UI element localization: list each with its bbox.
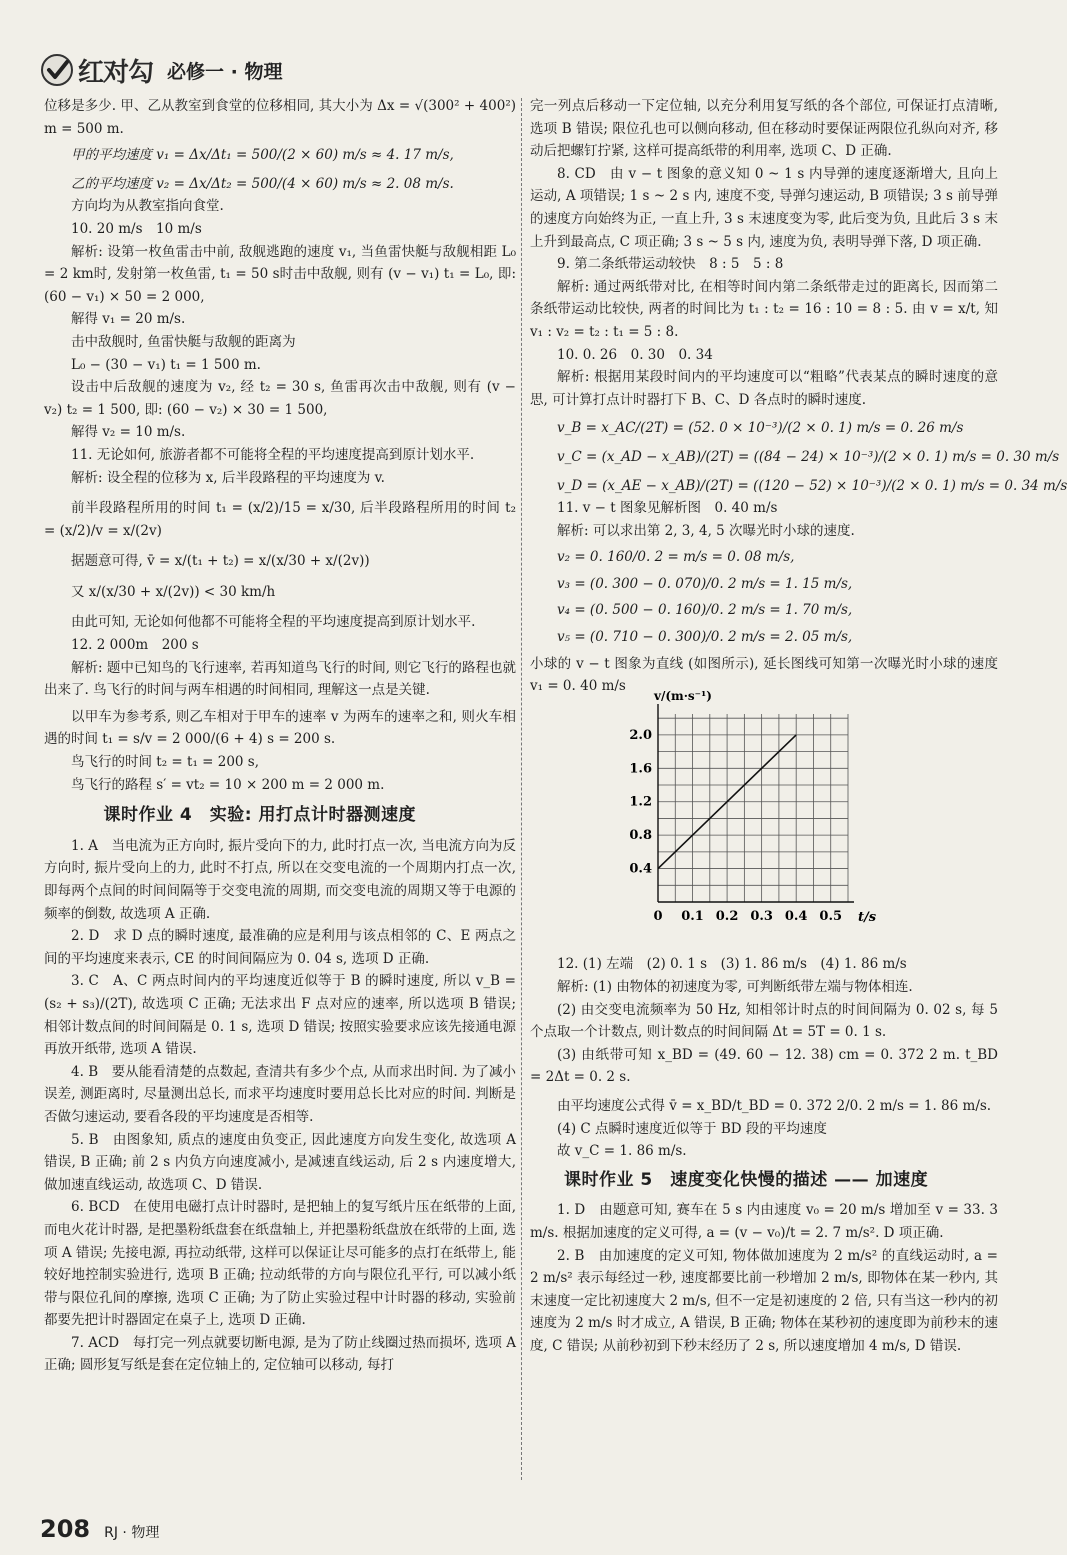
analysis-paragraph: (2) 由交变电流频率为 50 Hz, 知相邻计时点的时间间隔为 0. 02 s, 每 5 个点取一个计数点, 则计数点的时间间隔 Δt = 5T = 0. 1 s.	[530, 1001, 998, 1041]
formula-paragraph: 前半段路程所用的时间 t₁ = (x/2)/15 = x/30, 后半段路程所用的时间 t₂ = (x/2)/v = x/(2v)	[44, 500, 516, 539]
formula-line: 由平均速度公式得 v̄ = x_BD/t_BD = 0. 372 2/0. 2 m/s = 1. 86 m/s.	[557, 1098, 992, 1114]
formula-line: 乙的平均速度 v₂ = Δx/Δt₂ = 500/(4 × 60) m/s ≈ 2. 08 m/s.	[71, 175, 454, 192]
text-line: 由此可知, 无论如何他都不可能将全程的平均速度提高到原计划水平.	[71, 614, 476, 631]
logo	[40, 52, 153, 89]
answer-line: 9. 第二条纸带运动较快 8 : 5 5 : 8	[557, 256, 784, 273]
formula-line: v₅ = (0. 710 − 0. 300)/0. 2 m/s = 2. 05 m/s,	[557, 629, 853, 646]
text-line: 解得 v₂ = 10 m/s.	[71, 424, 186, 441]
page-number: 208	[40, 1515, 91, 1543]
answer-line: 10. 0. 26 0. 30 0. 34	[557, 346, 713, 363]
answer-paragraph: 3. C A、C 两点时间内的平均速度近似等于 B 的瞬时速度, 所以 v_B = (s₂ + s₃)/(2T), 故选项 C 正确; 无法求出 F 点对应的速率, 所以选项 B 错误; 相邻计数点间的时间间隔是 0. 1 s, 选项 D 错误; 按照实验要求应该先接通电源再放开纸带, 选项 A 错误.	[44, 973, 516, 1058]
x-tick-label: 0	[653, 908, 663, 924]
analysis-paragraph: 解析: (1) 由物体的初速度为零, 可判断纸带左端与物体相连.	[557, 979, 913, 996]
answer-paragraph: 2. B 由加速度的定义可知, 物体做加速度为 2 m/s² 的直线运动时, a = 2 m/s² 表示每经过一秒, 速度都要比前一秒增加 2 m/s, 即物体在某一秒内, 其末速度一定比初速度大 2 m/s, 但不一定是初速度的 2 倍, 只有当这一秒内的初速度为 2 m/s 时才成立, A 错误, B 正确; 物体在某秒初的速度即为前秒末的速度, C 错误; 从前秒初到下秒末经历了 2 s, 所以速度增加 4 m/s, D 错误.	[530, 1247, 998, 1354]
y-tick-label: 1.2	[629, 794, 652, 810]
formula-line: 据题意可得, v̄ = x/(t₁ + t₂) = x/(x/30 + x/(2v))	[71, 553, 370, 570]
answer-line: 12. 2 000m 200 s	[71, 637, 199, 654]
analysis-paragraph: 解析: 根据用某段时间内的平均速度可以“粗略”代表某点的瞬时速度的意思, 可计算打点计时器打下 B、C、D 各点时的瞬时速度.	[530, 369, 998, 408]
left-column	[44, 95, 516, 1377]
x-tick-label: 0.4	[784, 908, 808, 924]
answer-line: 10. 20 m/s 10 m/s	[71, 220, 202, 237]
y-tick-label: 2.0	[629, 727, 652, 743]
column-divider	[521, 98, 522, 1480]
page-header	[40, 50, 282, 90]
text-line: 鸟飞行的时间 t₂ = t₁ = 200 s,	[71, 754, 260, 771]
text-line: 击中敌舰时, 鱼雷快艇与敌舰的距离为	[71, 333, 296, 350]
answer-paragraph: 1. D 由题意可知, 赛车在 5 s 内由速度 v₀ = 20 m/s 增加至 v = 33. 3 m/s. 根据加速度的定义可得, a = (v − v₀)/t = 2. 7 m/s². D 项正确.	[530, 1202, 998, 1241]
answer-paragraph: 4. B 要从能看清楚的点数起, 查清共有多少个点, 从而求出时间. 为了减小误差, 测距离时, 尽量测出总长, 而求平均速度时要用总长比对应的时间. 判断是否做匀速运动, 要看各段的平均速度是否相等.	[44, 1063, 516, 1125]
x-tick-label: 0.2	[715, 908, 739, 924]
text-paragraph: 完一列点后移动一下定位轴, 以充分利用复写纸的各个部位, 可保证打点清晰, 选项 B 错误; 限位孔也可以侧向移动, 但在移动时要保证两限位孔纵向对齐, 移动后把螺钉拧紧, 这样可提高纸带的利用率, 选项 C、D 正确.	[530, 98, 998, 160]
answer-paragraph: 6. BCD 在使用电磁打点计时器时, 是把轴上的复写纸片压在纸带的上面, 而电火花计时器, 是把墨粉纸盘套在纸盘轴上, 并把墨粉纸盘放在纸带的上面, 选项 A 错误; 先接电源, 再拉动纸带, 这样可以保证让尽可能多的点打在纸带上, 能较好地控制实验进行, 选项 B 正确; 拉动纸带的方向与限位孔平行, 可以减小纸带与限位孔间的摩擦, 选项 C 正确; 为了防止实验过程中计时器的移动, 实验前都要先把计时器固定在桌子上, 选项 D 正确.	[44, 1199, 516, 1329]
analysis-paragraph: 解析: 通过两纸带对比, 在相等时间内第二条纸带走过的距离长, 因而第二条纸带运动比较快, 两者的时间比为 t₁ : t₂ = 16 : 10 = 8 : 5. 由 v = x/t, 知 v₁ : v₂ = t₂ : t₁ = 5 : 8.	[530, 278, 998, 340]
vt-chart-svg	[618, 688, 888, 942]
analysis-paragraph: 设击中后敌舰的速度为 v₂, 经 t₂ = 30 s, 鱼雷再次击中敌舰, 则有 (v − v₂) t₂ = 1 500, 即: (60 − v₂) × 30 = 1 500,	[44, 379, 516, 418]
text-line: 鸟飞行的路程 s′ = vt₂ = 10 × 200 m = 2 000 m.	[71, 776, 385, 793]
answer-paragraph: 2. D 求 D 点的瞬时速度, 最准确的应是利用与该点相邻的 C、E 两点之间的平均速度来表示, CE 的时间间隔应为 0. 04 s, 选项 D 正确.	[44, 928, 516, 967]
x-axis-label: t/s	[858, 909, 877, 925]
y-tick-label: 0.8	[629, 827, 652, 843]
text-paragraph: 小球的 v − t 图象为直线 (如图所示), 延长图线可知第一次曝光时小球的速度 v₁ = 0. 40 m/s	[530, 655, 998, 695]
formula-line: v₄ = (0. 500 − 0. 160)/0. 2 m/s = 1. 70 m/s,	[557, 602, 853, 619]
text-line: 方向均为从教室指向食堂.	[71, 198, 224, 215]
answer-paragraph: 5. B 由图象知, 质点的速度由负变正, 因此速度方向发生变化, 故选项 A 错误, B 正确; 前 2 s 内负方向速度减小, 是减速直线运动, 后 2 s 内速度增大, 做加速直线运动, 故选项 C、D 错误.	[44, 1131, 516, 1193]
x-tick-label: 0.5	[819, 908, 843, 924]
answer-paragraph: 8. CD 由 v − t 图象的意义知 0 ~ 1 s 内导弹的速度逐渐增大, 且向上运动, A 项错误; 1 s ~ 2 s 内, 速度不变, 导弹匀速运动, B 项错误; 3 s 前导弹的速度方向始终为正, 一直上升, 3 s 末速度变为零, 此后变为负, 且此后 3 s 末上升到最高点, C 项正确; 3 s ~ 5 s 内, 速度为负, 表明导弹下落, D 项正确.	[530, 165, 998, 250]
answer-line: 12. (1) 左端 (2) 0. 1 s (3) 1. 86 m/s (4) 1. 86 m/s	[557, 956, 907, 973]
chart-grid	[658, 714, 848, 902]
chart-ticks	[629, 728, 842, 924]
subject-title: 必修一 · 物理	[167, 60, 283, 83]
section-title-5: 课时作业 5 速度变化快慢的描述 —— 加速度	[564, 1169, 929, 1190]
y-tick-label: 1.6	[629, 761, 652, 777]
footer-label: RJ · 物理	[104, 1525, 160, 1541]
x-tick-label: 0.1	[681, 908, 704, 924]
answer-paragraph: 1. A 当电流为正方向时, 振片受向下的力, 此时打点一次, 当电流方向为反方向时, 振片受向上的力, 此时不打点, 所以在交变电流的一个周期内打点一次, 即每两个点间的时间间隔等于交变电流的周期, 而交变电流的周期又等于电源的频率的倒数, 故选项 A 正确.	[44, 837, 516, 922]
right-column	[530, 95, 1067, 1358]
analysis-paragraph: (3) 由纸带可知 x_BD = (49. 60 − 12. 38) cm = 0. 372 2 m. t_BD = 2Δt = 0. 2 s.	[530, 1046, 998, 1086]
formula-line: v_C = (x_AD − x_AB)/(2T) = ((84 − 24) × 10⁻³)/(2 × 0. 1) m/s = 0. 30 m/s	[557, 448, 1060, 465]
x-tick-label: 0.3	[750, 908, 773, 924]
formula-line: v_D = (x_AE − x_AB)/(2T) = ((120 − 52) × 10⁻³)/(2 × 0. 1) m/s = 0. 34 m/s	[557, 477, 1067, 494]
y-tick-label: 0.4	[629, 861, 652, 877]
text-line: 解得 v₁ = 20 m/s.	[71, 311, 186, 328]
text-line: 故 v_C = 1. 86 m/s.	[557, 1143, 687, 1160]
analysis-paragraph: 以甲车为参考系, 则乙车相对于甲车的速率 v 为两车的速率之和, 则火车相遇的时间 t₁ = s/v = 2 000/(6 + 4) s = 200 s.	[44, 708, 516, 748]
text-line: 解析: 可以求出第 2, 3, 4, 5 次曝光时小球的速度.	[557, 522, 855, 539]
logo-text: 红对勾	[78, 57, 154, 88]
checkmark-logo-icon	[40, 53, 74, 87]
answer-line: 11. v − t 图象见解析图 0. 40 m/s	[557, 500, 778, 517]
formula-line: v₂ = 0. 160/0. 2 = m/s = 0. 08 m/s,	[557, 549, 795, 566]
formula-line: v_B = x_AC/(2T) = (52. 0 × 10⁻³)/(2 × 0. 1) m/s = 0. 26 m/s	[557, 420, 964, 437]
formula-line: v₃ = (0. 300 − 0. 070)/0. 2 m/s = 1. 15 m/s,	[557, 575, 853, 592]
text-line: (4) C 点瞬时速度近似等于 BD 段的平均速度	[557, 1120, 827, 1137]
page-footer	[40, 1515, 159, 1543]
y-axis-label: v/(m·s⁻¹)	[654, 688, 712, 703]
formula-line: 甲的平均速度 v₁ = Δx/Δt₁ = 500/(2 × 60) m/s ≈ 4. 17 m/s,	[71, 147, 454, 164]
answer-line: 11. 无论如何, 旅游者都不可能将全程的平均速度提高到原计划水平.	[71, 446, 475, 463]
formula-line: 又 x/(x/30 + x/(2v)) < 30 km/h	[71, 583, 276, 600]
answer-paragraph: 7. ACD 每打完一列点就要切断电源, 是为了防止线圈过热而损坏, 选项 A 正确; 圆形复写纸是套在定位轴上的, 定位轴可以移动, 每打	[44, 1334, 516, 1374]
text-line: 解析: 设全程的位移为 x, 后半段路程的平均速度为 v.	[71, 469, 385, 486]
analysis-paragraph: 解析: 设第一枚鱼雷击中前, 敌舰逃跑的速度 v₁, 当鱼雷快艇与敌舰相距 L₀ = 2 km时, 发射第一枚鱼雷, t₁ = 50 s时击中敌舰, 则有 (v − v₁) t₁ = L₀, 即: (60 − v₁) × 50 = 2 000,	[44, 243, 516, 305]
vt-chart	[618, 688, 998, 950]
section-title-4: 课时作业 4 实验: 用打点计时器测速度	[103, 805, 416, 826]
analysis-paragraph: 解析: 题中已知鸟的飞行速率, 若再知道鸟飞行的时间, 则它飞行的路程也就出来了. 鸟飞行的时间与两车相遇的时间相同, 理解这一点是关键.	[44, 659, 516, 699]
formula-line: L₀ − (30 − v₁) t₁ = 1 500 m.	[71, 356, 261, 373]
text-line: 位移是多少. 甲、乙从教室到食堂的位移相同, 其大小为 Δx = √(300² + 400²) m = 500 m.	[44, 98, 516, 137]
